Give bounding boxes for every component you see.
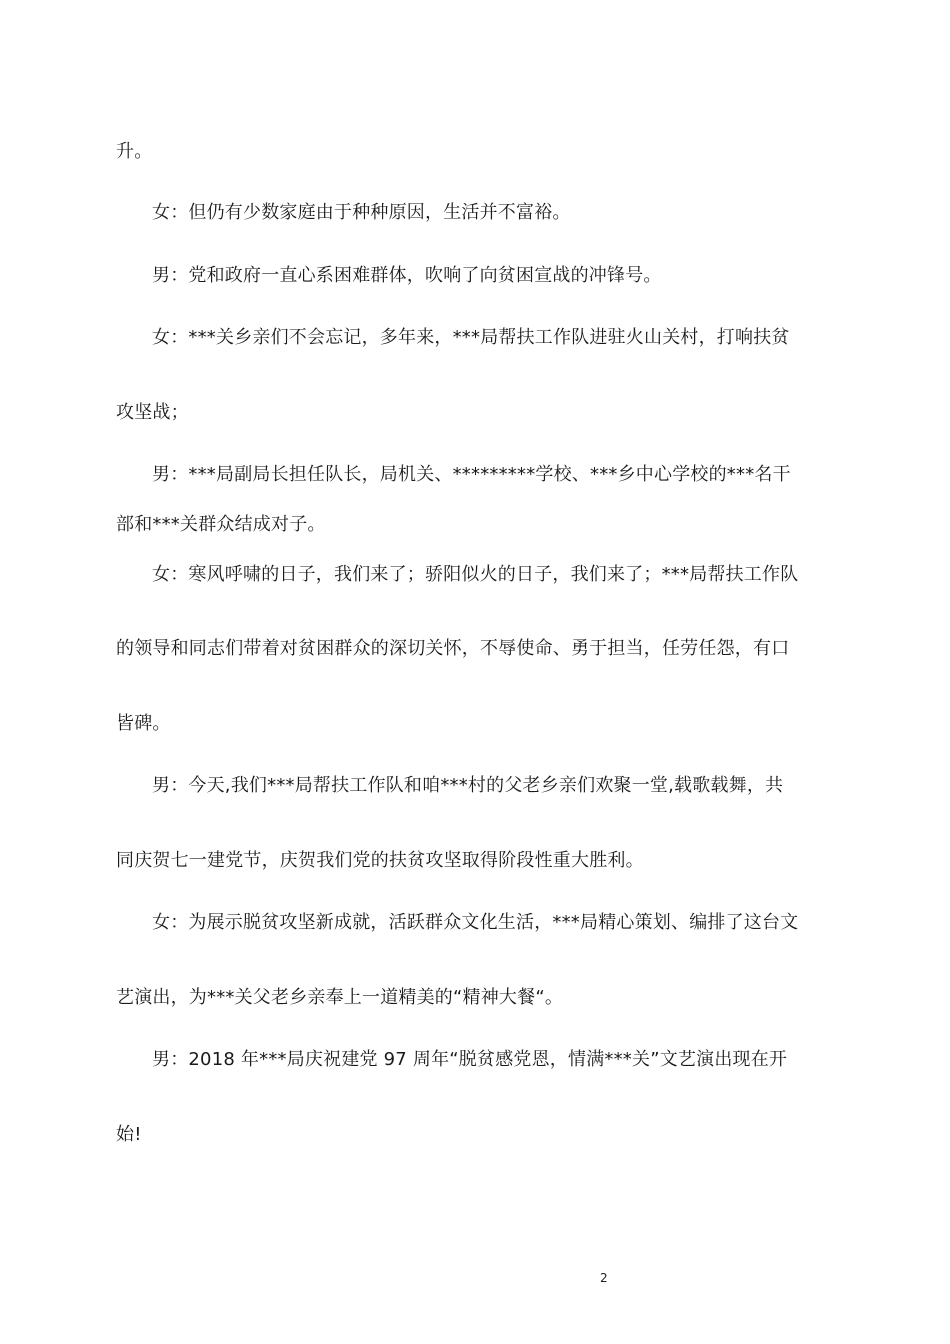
text-line: 始! [116,1124,142,1145]
dialogue-male: 男：党和政府一直心系困难群体，吹响了向贫困宣战的冲锋号。 [152,265,662,286]
dialogue-female: 女：***关乡亲们不会忘记，多年来，***局帮扶工作队进驻火山关村，打响扶贫 [152,327,790,348]
text-line: 升。 [116,141,153,162]
dialogue-male: 男：今天,我们***局帮扶工作队和咱***村的父老乡亲们欢聚一堂,载歌载舞，共 [152,775,784,796]
text-line: 攻坚战； [116,402,189,423]
dialogue-male: 男：2018 年***局庆祝建党 97 周年“脱贫感党恩，情满***关”文艺演出现在开 [152,1049,788,1070]
text-line: 同庆贺七一建党节，庆贺我们党的扶贫攻坚取得阶段性重大胜利。 [116,850,644,871]
dialogue-female: 女：寒风呼啸的日子，我们来了；骄阳似火的日子，我们来了；***局帮扶工作队 [152,564,799,585]
page-number: 2 [600,1271,608,1285]
text-line: 部和***关群众结成对子。 [116,514,326,535]
text-line: 艺演出，为***关父老乡亲奉上一道精美的“精神大餐“。 [116,987,564,1008]
dialogue-female: 女：为展示脱贫攻坚新成就，活跃群众文化生活，***局精心策划、编排了这台文 [152,912,799,933]
text-line: 皆碑。 [116,713,171,734]
dialogue-male: 男：***局副局长担任队长，局机关、*********学校、***乡中心学校的***名干 [152,464,791,485]
text-line: 的领导和同志们带着对贫困群众的深切关怀，不辱使命、勇于担当，任劳任怨，有口 [116,638,790,659]
dialogue-female: 女：但仍有少数家庭由于种种原因，生活并不富裕。 [152,202,571,223]
